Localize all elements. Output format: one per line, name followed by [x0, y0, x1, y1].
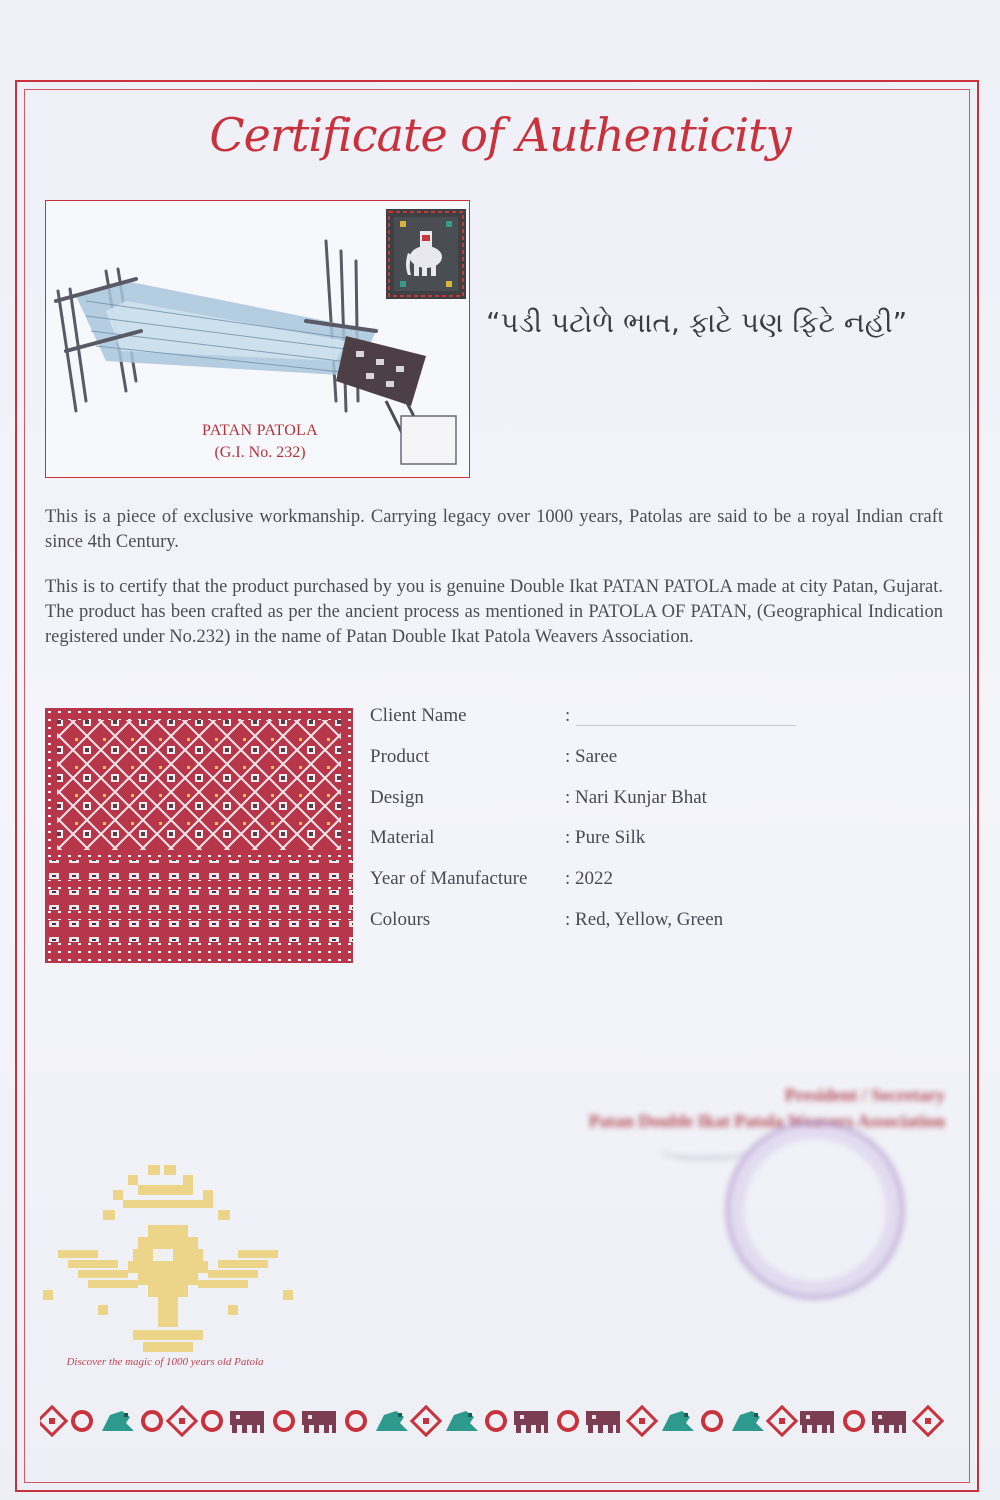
seal-stamp-icon [725, 1120, 905, 1300]
detail-row-product [370, 746, 930, 772]
detail-value: : Red, Yellow, Green [565, 909, 724, 930]
detail-value: : [565, 705, 571, 726]
detail-row-client-name [370, 705, 930, 731]
detail-label: Product [370, 746, 430, 767]
detail-label: Colours [370, 909, 431, 930]
detail-value: : 2022 [565, 868, 614, 889]
gujarati-quote: “પડી પટોળે ભાત, ફાટે પણ ફિટે નહી” [486, 306, 908, 339]
signatory-role: President / Secretary [784, 1085, 945, 1105]
detail-label: Client Name [370, 705, 467, 726]
certification-paragraph: This is to certify that the product purchased by you is genuine Double Ikat PATAN PATOLA made at city Patan, Gujarat. The product has been crafted as per the ancient process as mentioned in PATOLA OF PATAN, (Geographical Indication registered under No.232) in the name of Patan Double Ikat Patola Weavers Association. [45, 577, 943, 647]
detail-value: : Saree [565, 746, 618, 767]
saree-swatch-image [45, 708, 353, 963]
patola-motif-border [40, 1405, 960, 1437]
detail-value: : Pure Silk [565, 827, 646, 848]
detail-label: Material [370, 827, 435, 848]
detail-row-design [370, 787, 930, 813]
detail-row-year [370, 868, 930, 894]
detail-label: Design [370, 787, 424, 808]
certificate-title: Certificate of Authenticity [209, 108, 791, 162]
hero-caption-title: PATAN PATOLA [202, 422, 318, 439]
hero-caption-gi: (G.I. No. 232) [214, 444, 306, 461]
detail-label: Year of Manufacture [370, 868, 528, 889]
signatory-org: Patan Double Ikat Patola Weavers Association [588, 1111, 945, 1131]
parrot-logo-icon [38, 1160, 298, 1360]
detail-value: : Nari Kunjar Bhat [565, 787, 707, 808]
elephant-tile-icon [386, 209, 466, 299]
client-name-blank-line [576, 725, 796, 726]
detail-row-colours [370, 909, 930, 935]
signature-stroke [660, 1135, 750, 1159]
brand-tagline: Discover the magic of 1000 years old Patola [66, 1356, 264, 1368]
signature-area [520, 1075, 945, 1260]
detail-row-material [370, 827, 930, 853]
intro-paragraph: This is a piece of exclusive workmanship. Carrying legacy over 1000 years, Patolas are said to be a royal Indian craft since 4th Century. [45, 507, 943, 552]
